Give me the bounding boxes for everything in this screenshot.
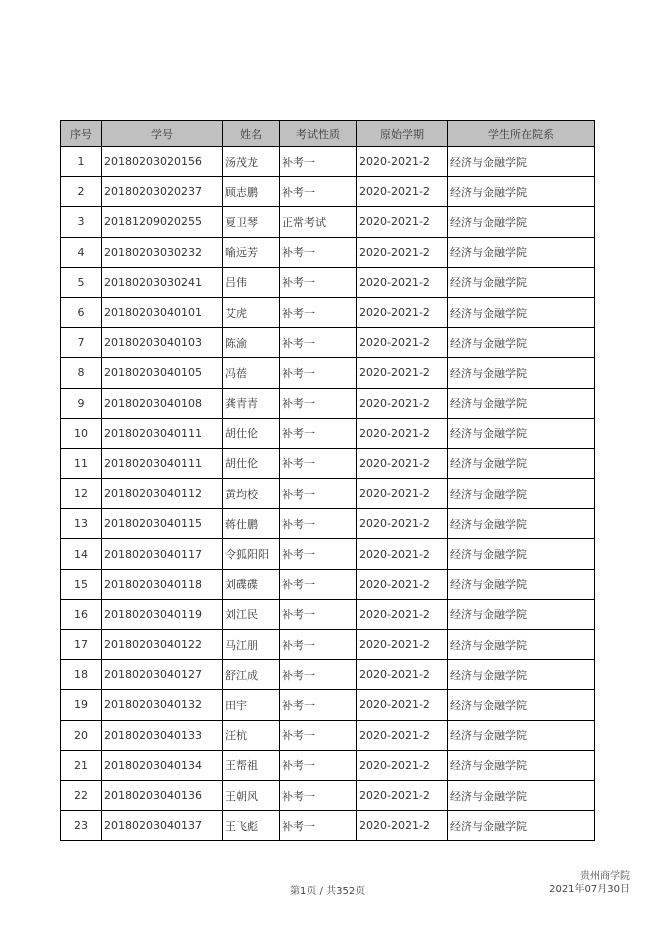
header-semester: 原始学期: [357, 121, 448, 147]
header-name: 姓名: [223, 121, 280, 147]
print-date: 2021年07月30日: [549, 884, 630, 895]
cell-department: 经济与金融学院: [448, 811, 595, 841]
table-row: [61, 569, 595, 599]
table-row: [61, 539, 595, 569]
cell-department: 经济与金融学院: [448, 690, 595, 720]
table-row: [61, 811, 595, 841]
cell-exam-type: 补考一: [280, 539, 357, 569]
cell-name: 舒江成: [223, 660, 280, 690]
cell-name: 刘江民: [223, 599, 280, 629]
cell-department: 经济与金融学院: [448, 207, 595, 237]
cell-student-id: 20180203040111: [102, 448, 223, 478]
cell-index: 15: [61, 569, 102, 599]
cell-index: 18: [61, 660, 102, 690]
cell-semester: 2020-2021-2: [357, 358, 448, 388]
cell-student-id: 20180203040134: [102, 750, 223, 780]
cell-student-id: 20180203040111: [102, 418, 223, 448]
cell-semester: 2020-2021-2: [357, 750, 448, 780]
student-exam-table: [60, 120, 595, 841]
cell-name: 黄均校: [223, 479, 280, 509]
cell-name: 顾志鹏: [223, 177, 280, 207]
cell-index: 10: [61, 418, 102, 448]
institution-name: 贵州商学院: [580, 871, 630, 882]
cell-student-id: 20180203040122: [102, 630, 223, 660]
cell-exam-type: 补考一: [280, 599, 357, 629]
cell-exam-type: 补考一: [280, 328, 357, 358]
cell-semester: 2020-2021-2: [357, 660, 448, 690]
table-row: [61, 147, 595, 177]
cell-exam-type: 补考一: [280, 750, 357, 780]
cell-exam-type: 补考一: [280, 660, 357, 690]
table-row: [61, 207, 595, 237]
cell-student-id: 20180203040133: [102, 720, 223, 750]
table-row: [61, 660, 595, 690]
cell-exam-type: 补考一: [280, 237, 357, 267]
cell-exam-type: 补考一: [280, 630, 357, 660]
cell-exam-type: 补考一: [280, 177, 357, 207]
cell-name: 冯蓓: [223, 358, 280, 388]
cell-name: 夏卫琴: [223, 207, 280, 237]
cell-semester: 2020-2021-2: [357, 780, 448, 810]
cell-name: 王飞彪: [223, 811, 280, 841]
cell-department: 经济与金融学院: [448, 660, 595, 690]
cell-index: 11: [61, 448, 102, 478]
cell-name: 汪杭: [223, 720, 280, 750]
cell-semester: 2020-2021-2: [357, 388, 448, 418]
cell-index: 3: [61, 207, 102, 237]
cell-semester: 2020-2021-2: [357, 207, 448, 237]
cell-department: 经济与金融学院: [448, 509, 595, 539]
cell-index: 16: [61, 599, 102, 629]
cell-student-id: 20180203040132: [102, 690, 223, 720]
cell-semester: 2020-2021-2: [357, 569, 448, 599]
table-row: [61, 630, 595, 660]
cell-department: 经济与金融学院: [448, 418, 595, 448]
cell-index: 5: [61, 267, 102, 297]
cell-semester: 2020-2021-2: [357, 630, 448, 660]
header-department: 学生所在院系: [448, 121, 595, 147]
cell-semester: 2020-2021-2: [357, 237, 448, 267]
cell-name: 王朝风: [223, 780, 280, 810]
cell-exam-type: 正常考试: [280, 207, 357, 237]
cell-exam-type: 补考一: [280, 690, 357, 720]
cell-index: 22: [61, 780, 102, 810]
cell-department: 经济与金融学院: [448, 177, 595, 207]
cell-index: 12: [61, 479, 102, 509]
cell-name: 胡仕伦: [223, 448, 280, 478]
table-row: [61, 509, 595, 539]
cell-semester: 2020-2021-2: [357, 418, 448, 448]
cell-name: 刘碟碟: [223, 569, 280, 599]
cell-semester: 2020-2021-2: [357, 811, 448, 841]
cell-department: 经济与金融学院: [448, 630, 595, 660]
cell-name: 蒋仕鹏: [223, 509, 280, 539]
cell-department: 经济与金融学院: [448, 750, 595, 780]
cell-name: 艾虎: [223, 297, 280, 327]
cell-department: 经济与金融学院: [448, 328, 595, 358]
cell-department: 经济与金融学院: [448, 539, 595, 569]
cell-semester: 2020-2021-2: [357, 177, 448, 207]
cell-student-id: 20180203040101: [102, 297, 223, 327]
cell-semester: 2020-2021-2: [357, 448, 448, 478]
cell-semester: 2020-2021-2: [357, 297, 448, 327]
cell-name: 陈渝: [223, 328, 280, 358]
cell-department: 经济与金融学院: [448, 267, 595, 297]
cell-exam-type: 补考一: [280, 147, 357, 177]
table-row: [61, 479, 595, 509]
cell-semester: 2020-2021-2: [357, 479, 448, 509]
cell-department: 经济与金融学院: [448, 780, 595, 810]
cell-index: 9: [61, 388, 102, 418]
cell-name: 汤茂龙: [223, 147, 280, 177]
cell-semester: 2020-2021-2: [357, 539, 448, 569]
cell-department: 经济与金融学院: [448, 569, 595, 599]
cell-department: 经济与金融学院: [448, 297, 595, 327]
cell-name: 吕伟: [223, 267, 280, 297]
table-row: [61, 237, 595, 267]
cell-department: 经济与金融学院: [448, 388, 595, 418]
cell-exam-type: 补考一: [280, 509, 357, 539]
cell-exam-type: 补考一: [280, 448, 357, 478]
table-row: [61, 448, 595, 478]
header-exam-type: 考试性质: [280, 121, 357, 147]
cell-student-id: 20180203030241: [102, 267, 223, 297]
cell-index: 23: [61, 811, 102, 841]
table-row: [61, 720, 595, 750]
cell-index: 13: [61, 509, 102, 539]
cell-student-id: 20180203040117: [102, 539, 223, 569]
page-info: 第1页 / 共352页: [290, 886, 366, 897]
cell-department: 经济与金融学院: [448, 237, 595, 267]
cell-name: 王帮祖: [223, 750, 280, 780]
cell-exam-type: 补考一: [280, 479, 357, 509]
cell-student-id: 20180203040112: [102, 479, 223, 509]
cell-index: 20: [61, 720, 102, 750]
cell-exam-type: 补考一: [280, 569, 357, 599]
cell-student-id: 20180203040136: [102, 780, 223, 810]
cell-name: 马江朋: [223, 630, 280, 660]
table-row: [61, 750, 595, 780]
cell-semester: 2020-2021-2: [357, 690, 448, 720]
cell-index: 21: [61, 750, 102, 780]
cell-index: 1: [61, 147, 102, 177]
cell-index: 7: [61, 328, 102, 358]
table-row: [61, 599, 595, 629]
table-row: [61, 388, 595, 418]
cell-name: 胡仕伦: [223, 418, 280, 448]
cell-index: 14: [61, 539, 102, 569]
cell-student-id: 20180203040137: [102, 811, 223, 841]
cell-name: 喻远芳: [223, 237, 280, 267]
cell-semester: 2020-2021-2: [357, 147, 448, 177]
cell-name: 令狐阳阳: [223, 539, 280, 569]
cell-student-id: 20180203040108: [102, 388, 223, 418]
header-student-id: 学号: [102, 121, 223, 147]
cell-exam-type: 补考一: [280, 720, 357, 750]
cell-student-id: 20180203040105: [102, 358, 223, 388]
table-row: [61, 690, 595, 720]
cell-semester: 2020-2021-2: [357, 509, 448, 539]
cell-index: 4: [61, 237, 102, 267]
cell-student-id: 20180203040127: [102, 660, 223, 690]
table-row: [61, 267, 595, 297]
cell-student-id: 20180203040103: [102, 328, 223, 358]
cell-exam-type: 补考一: [280, 418, 357, 448]
cell-student-id: 20180203040118: [102, 569, 223, 599]
cell-department: 经济与金融学院: [448, 479, 595, 509]
cell-semester: 2020-2021-2: [357, 267, 448, 297]
cell-student-id: 20180203030232: [102, 237, 223, 267]
cell-index: 2: [61, 177, 102, 207]
table-row: [61, 328, 595, 358]
cell-index: 17: [61, 630, 102, 660]
cell-semester: 2020-2021-2: [357, 720, 448, 750]
table-row: [61, 358, 595, 388]
cell-department: 经济与金融学院: [448, 358, 595, 388]
cell-name: 田宇: [223, 690, 280, 720]
cell-student-id: 20181209020255: [102, 207, 223, 237]
footer-right: [549, 870, 630, 896]
cell-index: 6: [61, 297, 102, 327]
cell-student-id: 20180203020237: [102, 177, 223, 207]
cell-department: 经济与金融学院: [448, 147, 595, 177]
table-row: [61, 297, 595, 327]
table-row: [61, 418, 595, 448]
cell-exam-type: 补考一: [280, 780, 357, 810]
cell-semester: 2020-2021-2: [357, 328, 448, 358]
table-row: [61, 780, 595, 810]
cell-department: 经济与金融学院: [448, 599, 595, 629]
cell-student-id: 20180203040115: [102, 509, 223, 539]
table-row: [61, 177, 595, 207]
cell-name: 龚青青: [223, 388, 280, 418]
cell-exam-type: 补考一: [280, 267, 357, 297]
cell-exam-type: 补考一: [280, 297, 357, 327]
cell-exam-type: 补考一: [280, 811, 357, 841]
cell-index: 19: [61, 690, 102, 720]
cell-student-id: 20180203040119: [102, 599, 223, 629]
table-header-row: [61, 121, 595, 147]
cell-exam-type: 补考一: [280, 388, 357, 418]
header-index: 序号: [61, 121, 102, 147]
cell-department: 经济与金融学院: [448, 720, 595, 750]
cell-department: 经济与金融学院: [448, 448, 595, 478]
table-body: [61, 147, 595, 841]
cell-student-id: 20180203020156: [102, 147, 223, 177]
cell-exam-type: 补考一: [280, 358, 357, 388]
cell-index: 8: [61, 358, 102, 388]
cell-semester: 2020-2021-2: [357, 599, 448, 629]
